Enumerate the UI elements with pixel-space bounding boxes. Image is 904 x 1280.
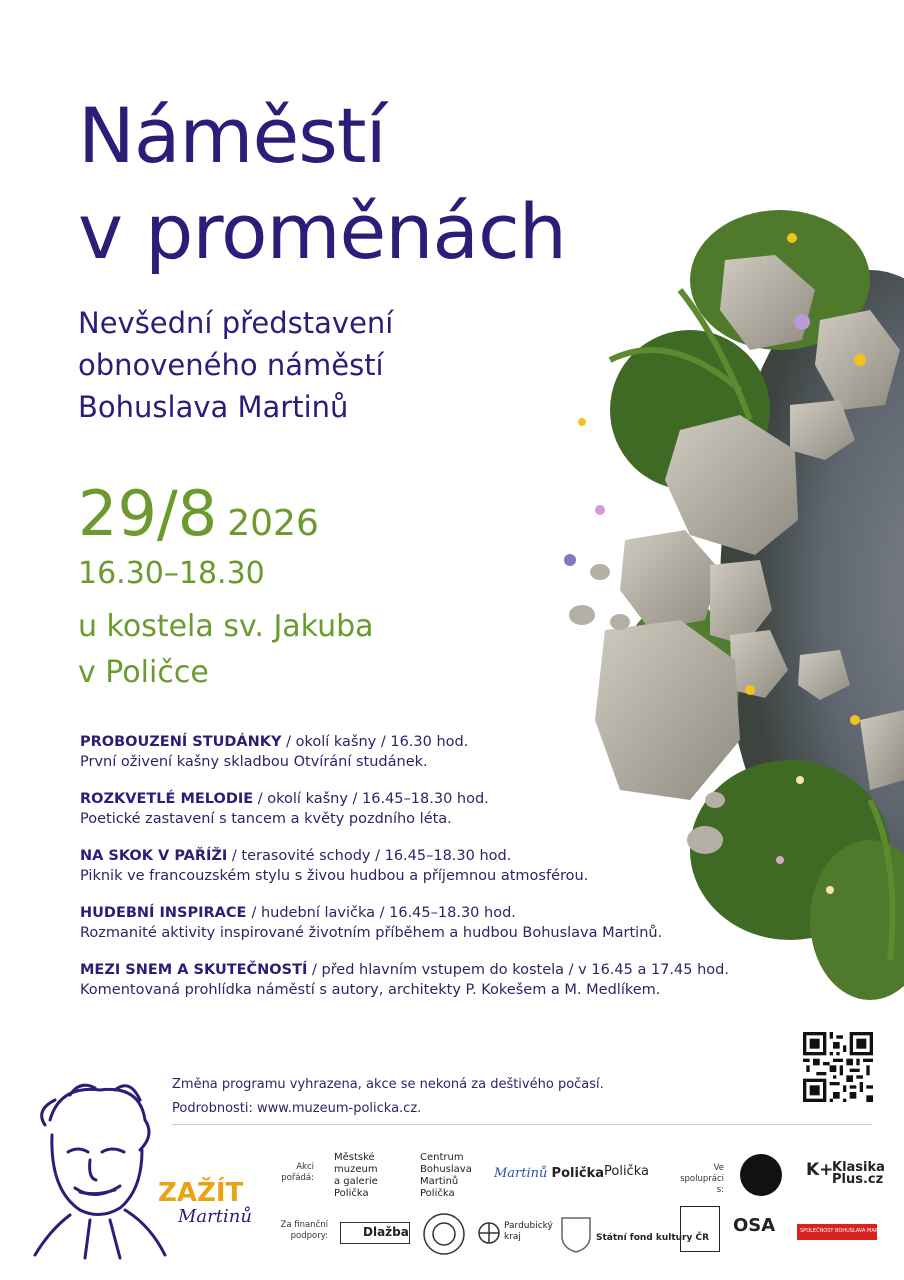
badge-logo-icon: [740, 1154, 782, 1196]
subtitle-line-1: Nevšední představení: [78, 306, 394, 340]
state-emblem-icon: [560, 1216, 592, 1254]
cooperation-label-line-2: spolupráci s:: [680, 1174, 724, 1195]
change-note: Změna programu vyhrazena, akce se nekoná za deštivého počasí.: [172, 1077, 604, 1092]
logo-spolecnost: [797, 1224, 890, 1240]
nadace-seal-icon: [422, 1212, 466, 1256]
program-item-desc: První oživení kašny skladbou Otvírání studánek.: [80, 754, 428, 770]
website-link[interactable]: www.muzeum-policka.cz.: [257, 1101, 422, 1116]
logo-sfk: Státní fond kultury ČR: [596, 1233, 710, 1243]
logo-dlazba: [340, 1222, 410, 1244]
logo-mgp-line: Polička: [334, 1188, 369, 1199]
logo-klasika-line: Plus.cz: [832, 1172, 884, 1187]
subtitle-line-2: obnoveného náměstí: [78, 348, 384, 382]
subtitle: [78, 302, 393, 428]
logo-cbm-line: Martinů: [420, 1176, 459, 1187]
logo-pardubicky-kraj: [504, 1221, 553, 1243]
place-line-1: u kostela sv. Jakuba: [78, 609, 374, 644]
program-item-details: / okolí kašny / 16.45–18.30 hod.: [253, 791, 489, 807]
title-line-2: v proměnách: [78, 187, 566, 276]
organizers-label: [278, 1162, 314, 1184]
program-item: [80, 789, 820, 829]
logo-kt: K+: [806, 1160, 834, 1180]
logo-dlazba-text: Dlažba: [363, 1225, 409, 1239]
logo-klasika-plus: [806, 1162, 885, 1186]
program-item-name: NA SKOK V PAŘÍŽI: [80, 848, 228, 864]
organizers-label-line-2: pořádá:: [281, 1173, 314, 1183]
logo-cbm-line: Bohuslava: [420, 1164, 472, 1175]
logo-mgp-line: Městské: [334, 1152, 375, 1163]
logo-policka: Polička: [604, 1164, 649, 1179]
page-title: [78, 88, 566, 280]
program-item-details: / okolí kašny / 16.30 hod.: [281, 734, 469, 750]
program-item: [80, 960, 820, 1000]
logo-policka-word: Polička: [551, 1166, 605, 1181]
logo-mgp: [334, 1152, 378, 1200]
program-item-name: MEZI SNEM A SKUTEČNOSTÍ: [80, 962, 308, 978]
event-place: [78, 604, 374, 696]
fond-logo-icon: [680, 1206, 720, 1252]
program-item: [80, 846, 820, 886]
place-line-2: v Poličce: [78, 655, 209, 690]
funding-label-line-1: Za finanční: [280, 1220, 328, 1230]
qr-code[interactable]: [803, 1032, 873, 1102]
funding-label: [276, 1220, 328, 1242]
pardubicky-kraj-icon: [478, 1222, 500, 1244]
program-item: [80, 903, 820, 943]
program-item-desc: Piknik ve francouzském stylu s živou hudbou a příjemnou atmosférou.: [80, 868, 589, 884]
logo-cbm-line: Centrum: [420, 1152, 464, 1163]
cooperation-label: [680, 1163, 724, 1196]
event-time: 16.30–18.30: [78, 556, 265, 591]
program-item-details: / hudební lavička / 16.45–18.30 hod.: [251, 905, 516, 921]
details-label: Podrobnosti:: [172, 1101, 258, 1116]
event-date: [78, 478, 319, 550]
program-notes: [172, 1073, 604, 1121]
date-day-month: 29/8: [78, 477, 218, 550]
logo-martinu-policka: [494, 1168, 604, 1180]
zazit-logo: ZAŽÍT: [158, 1178, 244, 1208]
program-list: [80, 732, 820, 1017]
logo-klasika-line: Klasika: [832, 1160, 885, 1175]
cooperation-label-line-1: Ve: [713, 1163, 724, 1173]
logo-cbm: [420, 1152, 472, 1200]
program-item-name: PROBOUZENÍ STUDÁNKY: [80, 734, 282, 750]
organizers-label-line-1: Akci: [296, 1162, 314, 1172]
program-item-desc: Rozmanité aktivity inspirované životním příběhem a hudbou Bohuslava Martinů.: [80, 925, 663, 941]
logo-mgp-line: a galerie: [334, 1176, 378, 1187]
program-item-desc: Poetické zastavení s tancem a květy pozdního léta.: [80, 811, 452, 827]
divider: [172, 1124, 872, 1125]
program-item: [80, 732, 820, 772]
date-year: 2026: [227, 503, 319, 544]
title-line-1: Náměstí: [78, 91, 386, 180]
logo-spolecnost-text: SPOLEČNOST BOHUSLAVA MARTINŮ: [800, 1228, 890, 1234]
martinu-portrait-illustration: [30, 1080, 170, 1260]
program-item-details: / terasovité schody / 16.45–18.30 hod.: [227, 848, 512, 864]
martinu-signature: Martinů: [178, 1206, 252, 1227]
logo-martinu-script: Martinů: [494, 1166, 548, 1181]
logo-pardubicky-line: Pardubický: [504, 1221, 553, 1231]
program-item-details: / před hlavním vstupem do kostela / v 16.45 a 17.45 hod.: [307, 962, 729, 978]
logo-osa: OSA: [733, 1215, 776, 1236]
subtitle-line-3: Bohuslava Martinů: [78, 390, 349, 424]
logo-pardubicky-line: kraj: [504, 1232, 521, 1242]
program-item-desc: Komentovaná prohlídka náměstí s autory, architekty P. Kokešem a M. Medlíkem.: [80, 982, 661, 998]
program-item-name: HUDEBNÍ INSPIRACE: [80, 905, 252, 921]
logo-mgp-line: muzeum: [334, 1164, 378, 1175]
funding-label-line-2: podpory:: [290, 1231, 328, 1241]
logo-cbm-line: Polička: [420, 1188, 455, 1199]
program-item-name: ROZKVETLÉ MELODIE: [80, 791, 254, 807]
